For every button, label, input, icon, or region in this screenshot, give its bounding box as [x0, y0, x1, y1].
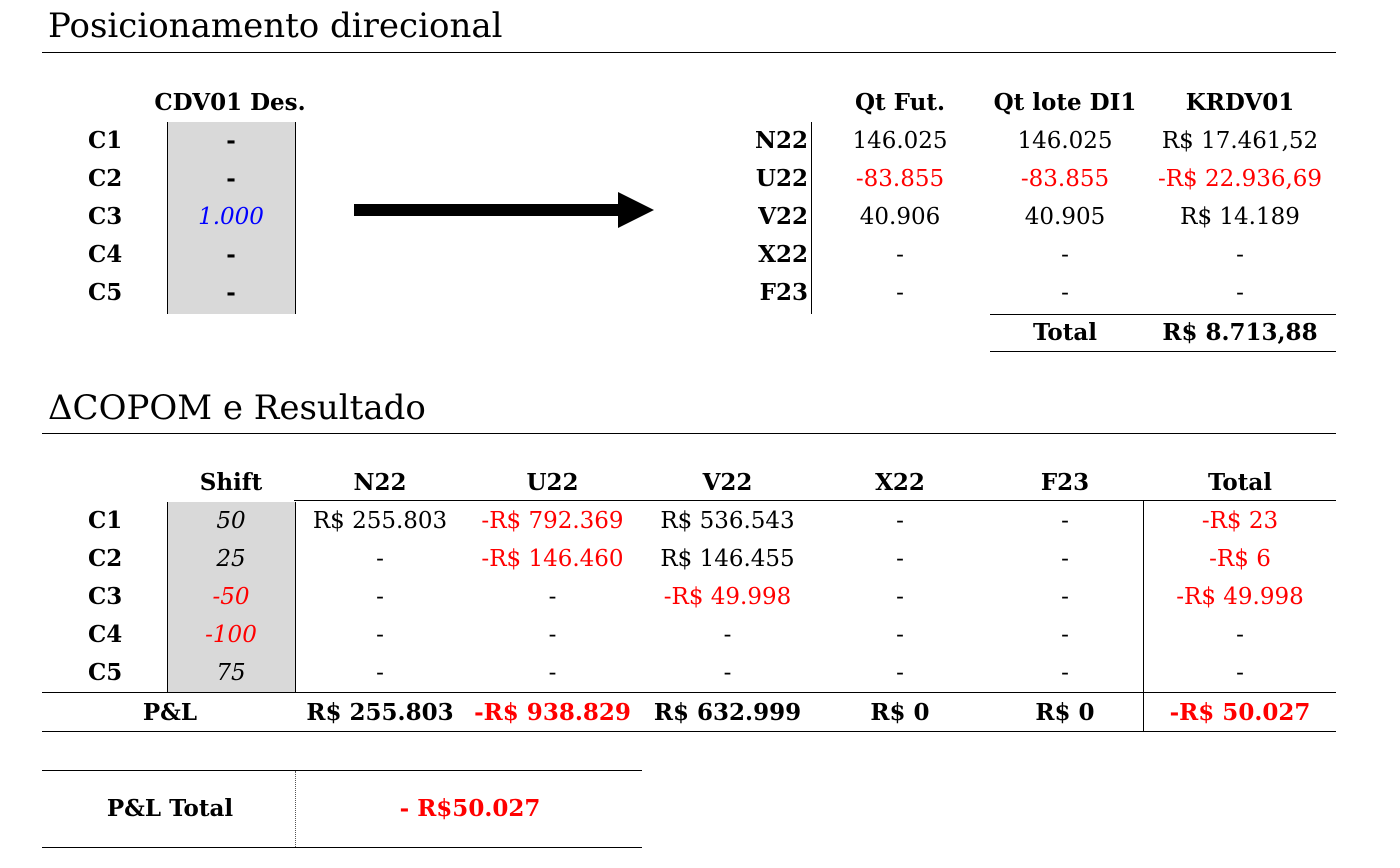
pl-bottom-rule: [42, 731, 1336, 732]
summary-value: - R$50.027: [399, 795, 541, 822]
pl-c1-total: -R$ 23: [1201, 508, 1279, 534]
qt-lote-x22: -: [1061, 242, 1069, 268]
qt-fut-x22: -: [896, 242, 904, 268]
pl-c5-total: -: [1236, 660, 1244, 686]
pl-c3-n22: -: [376, 584, 384, 610]
row-label-f23: F23: [759, 279, 808, 306]
qt-lote-v22: 40.905: [1024, 204, 1106, 230]
krdv-u22: -R$ 22.936,69: [1157, 166, 1323, 192]
section-rule: [42, 433, 1336, 434]
pl-c5-v22: -: [723, 660, 732, 686]
pl-c1-n22: R$ 255.803: [312, 508, 448, 534]
header-krdv01: KRDV01: [1185, 89, 1295, 116]
cdv-value-c1[interactable]: -: [226, 127, 236, 154]
total-bottom-rule: [990, 351, 1336, 352]
cdv-value-c3[interactable]: 1.000: [198, 204, 264, 230]
pl-c4-n22: -: [376, 622, 384, 648]
qt-lote-u22: -83.855: [1020, 166, 1110, 192]
summary-bottom-rule: [42, 847, 642, 848]
section-title-posicionamento: Posicionamento direcional: [48, 6, 503, 46]
pl-row-label: P&L: [142, 699, 198, 726]
qt-fut-u22: -83.855: [855, 166, 945, 192]
total-label: Total: [1032, 319, 1098, 346]
pl-c3-f23: -: [1061, 584, 1069, 610]
pl-c4-v22: -: [723, 622, 732, 648]
krdv-x22: -: [1236, 242, 1244, 268]
cdv-header: CDV01 Des.: [154, 89, 306, 116]
pl-c1-v22: R$ 536.543: [660, 508, 795, 534]
pl-c5-n22: -: [376, 660, 384, 686]
cdv-value-c4[interactable]: -: [226, 241, 236, 268]
header-n22: N22: [353, 469, 407, 496]
row-label-c3: C3: [88, 203, 123, 230]
krdv-n22: R$ 17.461,52: [1161, 128, 1319, 154]
pl-c3-x22: -: [896, 584, 904, 610]
copom-row-label-c2: C2: [88, 545, 123, 572]
pl-c5-f23: -: [1061, 660, 1069, 686]
pl-c1-x22: -: [896, 508, 904, 534]
krdv-v22: R$ 14.189: [1180, 204, 1300, 230]
row-label-c2: C2: [88, 165, 123, 192]
row-label-c1: C1: [88, 127, 123, 154]
shift-c4[interactable]: -100: [205, 622, 257, 648]
total-value: R$ 8.713,88: [1162, 319, 1318, 346]
summary-label: P&L Total: [106, 795, 234, 822]
header-total: Total: [1207, 469, 1273, 496]
pl-n22: R$ 255.803: [306, 699, 454, 726]
pl-c2-x22: -: [896, 546, 904, 572]
qt-lote-n22: 146.025: [1017, 128, 1113, 154]
row-label-x22: X22: [758, 241, 808, 268]
header-x22: X22: [875, 469, 925, 496]
section-title-copom: ΔCOPOM e Resultado: [48, 388, 426, 428]
pl-c4-x22: -: [896, 622, 904, 648]
shift-c5[interactable]: 75: [216, 660, 246, 686]
row-label-n22: N22: [754, 127, 808, 154]
shift-c3[interactable]: -50: [212, 584, 250, 610]
qt-lote-f23: -: [1061, 280, 1069, 306]
pl-c3-u22: -: [548, 584, 557, 610]
row-label-c5: C5: [88, 279, 123, 306]
pl-c2-f23: -: [1061, 546, 1069, 572]
header-u22: U22: [526, 469, 579, 496]
pl-u22: -R$ 938.829: [474, 699, 631, 726]
total-column-divider: [1143, 500, 1144, 732]
copom-row-label-c1: C1: [88, 507, 123, 534]
header-v22: V22: [702, 469, 753, 496]
copom-row-label-c3: C3: [88, 583, 123, 610]
header-qt-fut: Qt Fut.: [855, 89, 945, 116]
copom-row-label-c5: C5: [88, 659, 123, 686]
pl-c2-total: -R$ 6: [1209, 546, 1271, 572]
pl-c3-v22: -R$ 49.998: [663, 584, 792, 610]
right-arrow-icon: [352, 188, 658, 232]
pl-v22: R$ 632.999: [653, 699, 802, 726]
cdv-value-c5[interactable]: -: [226, 279, 236, 306]
row-label-u22: U22: [755, 165, 808, 192]
pl-c1-u22: -R$ 792.369: [481, 508, 624, 534]
section-rule: [42, 52, 1336, 53]
pl-c4-total: -: [1236, 622, 1244, 648]
pl-x22: R$ 0: [870, 699, 930, 726]
right-table-divider: [811, 122, 812, 314]
pl-c2-u22: -R$ 146.460: [481, 546, 624, 572]
summary-top-rule: [42, 770, 642, 771]
pl-c5-u22: -: [548, 660, 557, 686]
pl-top-rule: [42, 692, 1336, 693]
qt-fut-f23: -: [896, 280, 904, 306]
shift-c2[interactable]: 25: [216, 546, 246, 572]
copom-row-label-c4: C4: [88, 621, 123, 648]
krdv-f23: -: [1236, 280, 1244, 306]
row-label-v22: V22: [758, 203, 808, 230]
pl-f23: R$ 0: [1035, 699, 1095, 726]
cdv-value-c2[interactable]: -: [226, 165, 236, 192]
pl-c5-x22: -: [896, 660, 904, 686]
pl-c4-f23: -: [1061, 622, 1069, 648]
summary-divider: [295, 771, 296, 847]
pl-c1-f23: -: [1061, 508, 1069, 534]
row-label-c4: C4: [88, 241, 123, 268]
pl-c4-u22: -: [548, 622, 557, 648]
header-f23: F23: [1040, 469, 1090, 496]
shift-c1[interactable]: 50: [216, 508, 246, 534]
pl-total: -R$ 50.027: [1169, 699, 1311, 726]
header-shift: Shift: [199, 469, 263, 496]
pl-c2-n22: -: [376, 546, 384, 572]
header-qt-lote: Qt lote DI1: [993, 89, 1137, 116]
pl-c3-total: -R$ 49.998: [1176, 584, 1304, 610]
qt-fut-v22: 40.906: [859, 204, 941, 230]
header-underline: [294, 500, 1336, 501]
pl-c2-v22: R$ 146.455: [660, 546, 795, 572]
qt-fut-n22: 146.025: [852, 128, 948, 154]
